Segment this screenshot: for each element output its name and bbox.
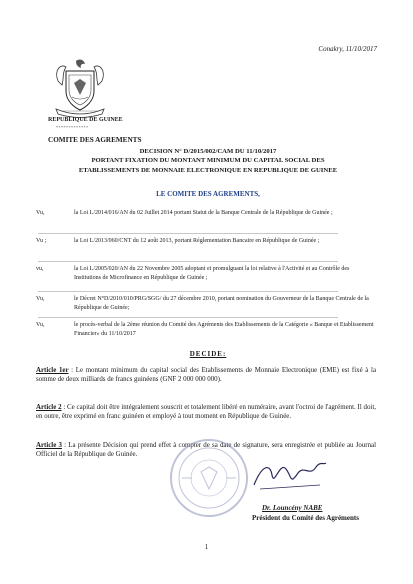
consideration-text: le Décret N°D/2010/010/PRG/SGG/ du 27 décembre 2010, portant nomination du Gouverneur de la Banque Centrale de la République de Guinée;: [74, 296, 369, 311]
article-1: [36, 366, 376, 385]
preamble-heading: LE COMITE DES AGREMENTS,: [156, 190, 260, 198]
divider: [38, 317, 338, 318]
official-stamp: [168, 437, 250, 519]
consideration-text: la Loi L/2014/016/AN du 02 Juillet 2014 portant Statut de la Banque Centrale de la République de Guinée ;: [74, 210, 333, 216]
decision-number: DECISION N° D/2015/002/CAM DU 11/10/2017: [139, 148, 277, 155]
article-text: : Le montant minimum du capital social des Etablissements de Monnaie Electronique (EME) est fixé à la somme de deux milliards de francs guinéens (GNF 2 000 000 000).: [36, 367, 377, 384]
header-separator: *************: [56, 125, 89, 130]
article-2: [36, 403, 376, 422]
signer-name: Dr. Louncény NABE: [262, 504, 323, 512]
consideration-text: la Loi L/2005/020/AN du 22 Novembre 2005 adoptant et promulguant la loi relative à l'Activité et au Contrôle des Institutions de Microfinance en République de Guinée ;: [74, 266, 350, 281]
document-date: Conakry, 11/10/2017: [318, 45, 377, 53]
handwritten-signature: [250, 455, 330, 495]
consideration-label: Vu,: [36, 296, 45, 302]
decide-heading: DECIDE:: [189, 350, 227, 358]
consideration-text: la Loi L/2013/060/CNT du 12 août 2013, portant Réglementation Bancaire en République de Guinée ;: [74, 238, 320, 244]
article-label: Article 3: [36, 442, 62, 449]
signer-title: Président du Comité des Agréments: [252, 514, 359, 522]
decision-title-line-1: PORTANT FIXATION DU MONTANT MINIMUM DU CAPITAL SOCIAL DES: [91, 157, 325, 164]
article-text: : La présente Décision qui prend effet à compter de sa date de signature, sera enregistrée et publiée au Journal Officiel de la République de Guinée.: [36, 442, 376, 459]
page-number: 1: [204, 543, 209, 551]
article-text: : Ce capital doit être intégralement souscrit et totalement libéré en numéraire, avant l'octroi de l'agrément. Il doit, en outre, être exprimé en franc guinéen et employé à tout moment en République de Guinée.: [36, 404, 376, 421]
consideration-label: vu,: [36, 266, 44, 272]
coat-of-arms-emblem: [52, 57, 108, 119]
consideration-text: le procès-verbal de la 2ème réunion du Comité des Agréments des Etablissements de la Catégorie « Banque et Etablissement Financier» du 11/10/2017: [74, 322, 374, 337]
consideration-label: Vu,: [36, 210, 45, 216]
divider: [38, 233, 338, 234]
article-label: Article 1er: [36, 367, 69, 374]
article-label: Article 2: [36, 404, 62, 411]
committee-label: COMITE DES AGREMENTS: [48, 136, 142, 144]
consideration-label: Vu,: [36, 322, 45, 328]
republic-label: REPUBLIQUE DE GUINEE: [48, 117, 123, 123]
consideration-label: Vu ;: [36, 238, 47, 244]
divider: [38, 261, 338, 262]
divider: [38, 291, 338, 292]
decision-title-line-2: ETABLISSEMENTS DE MONNAIE ELECTRONIQUE EN REPUBLIQUE DE GUINEE: [78, 167, 338, 174]
